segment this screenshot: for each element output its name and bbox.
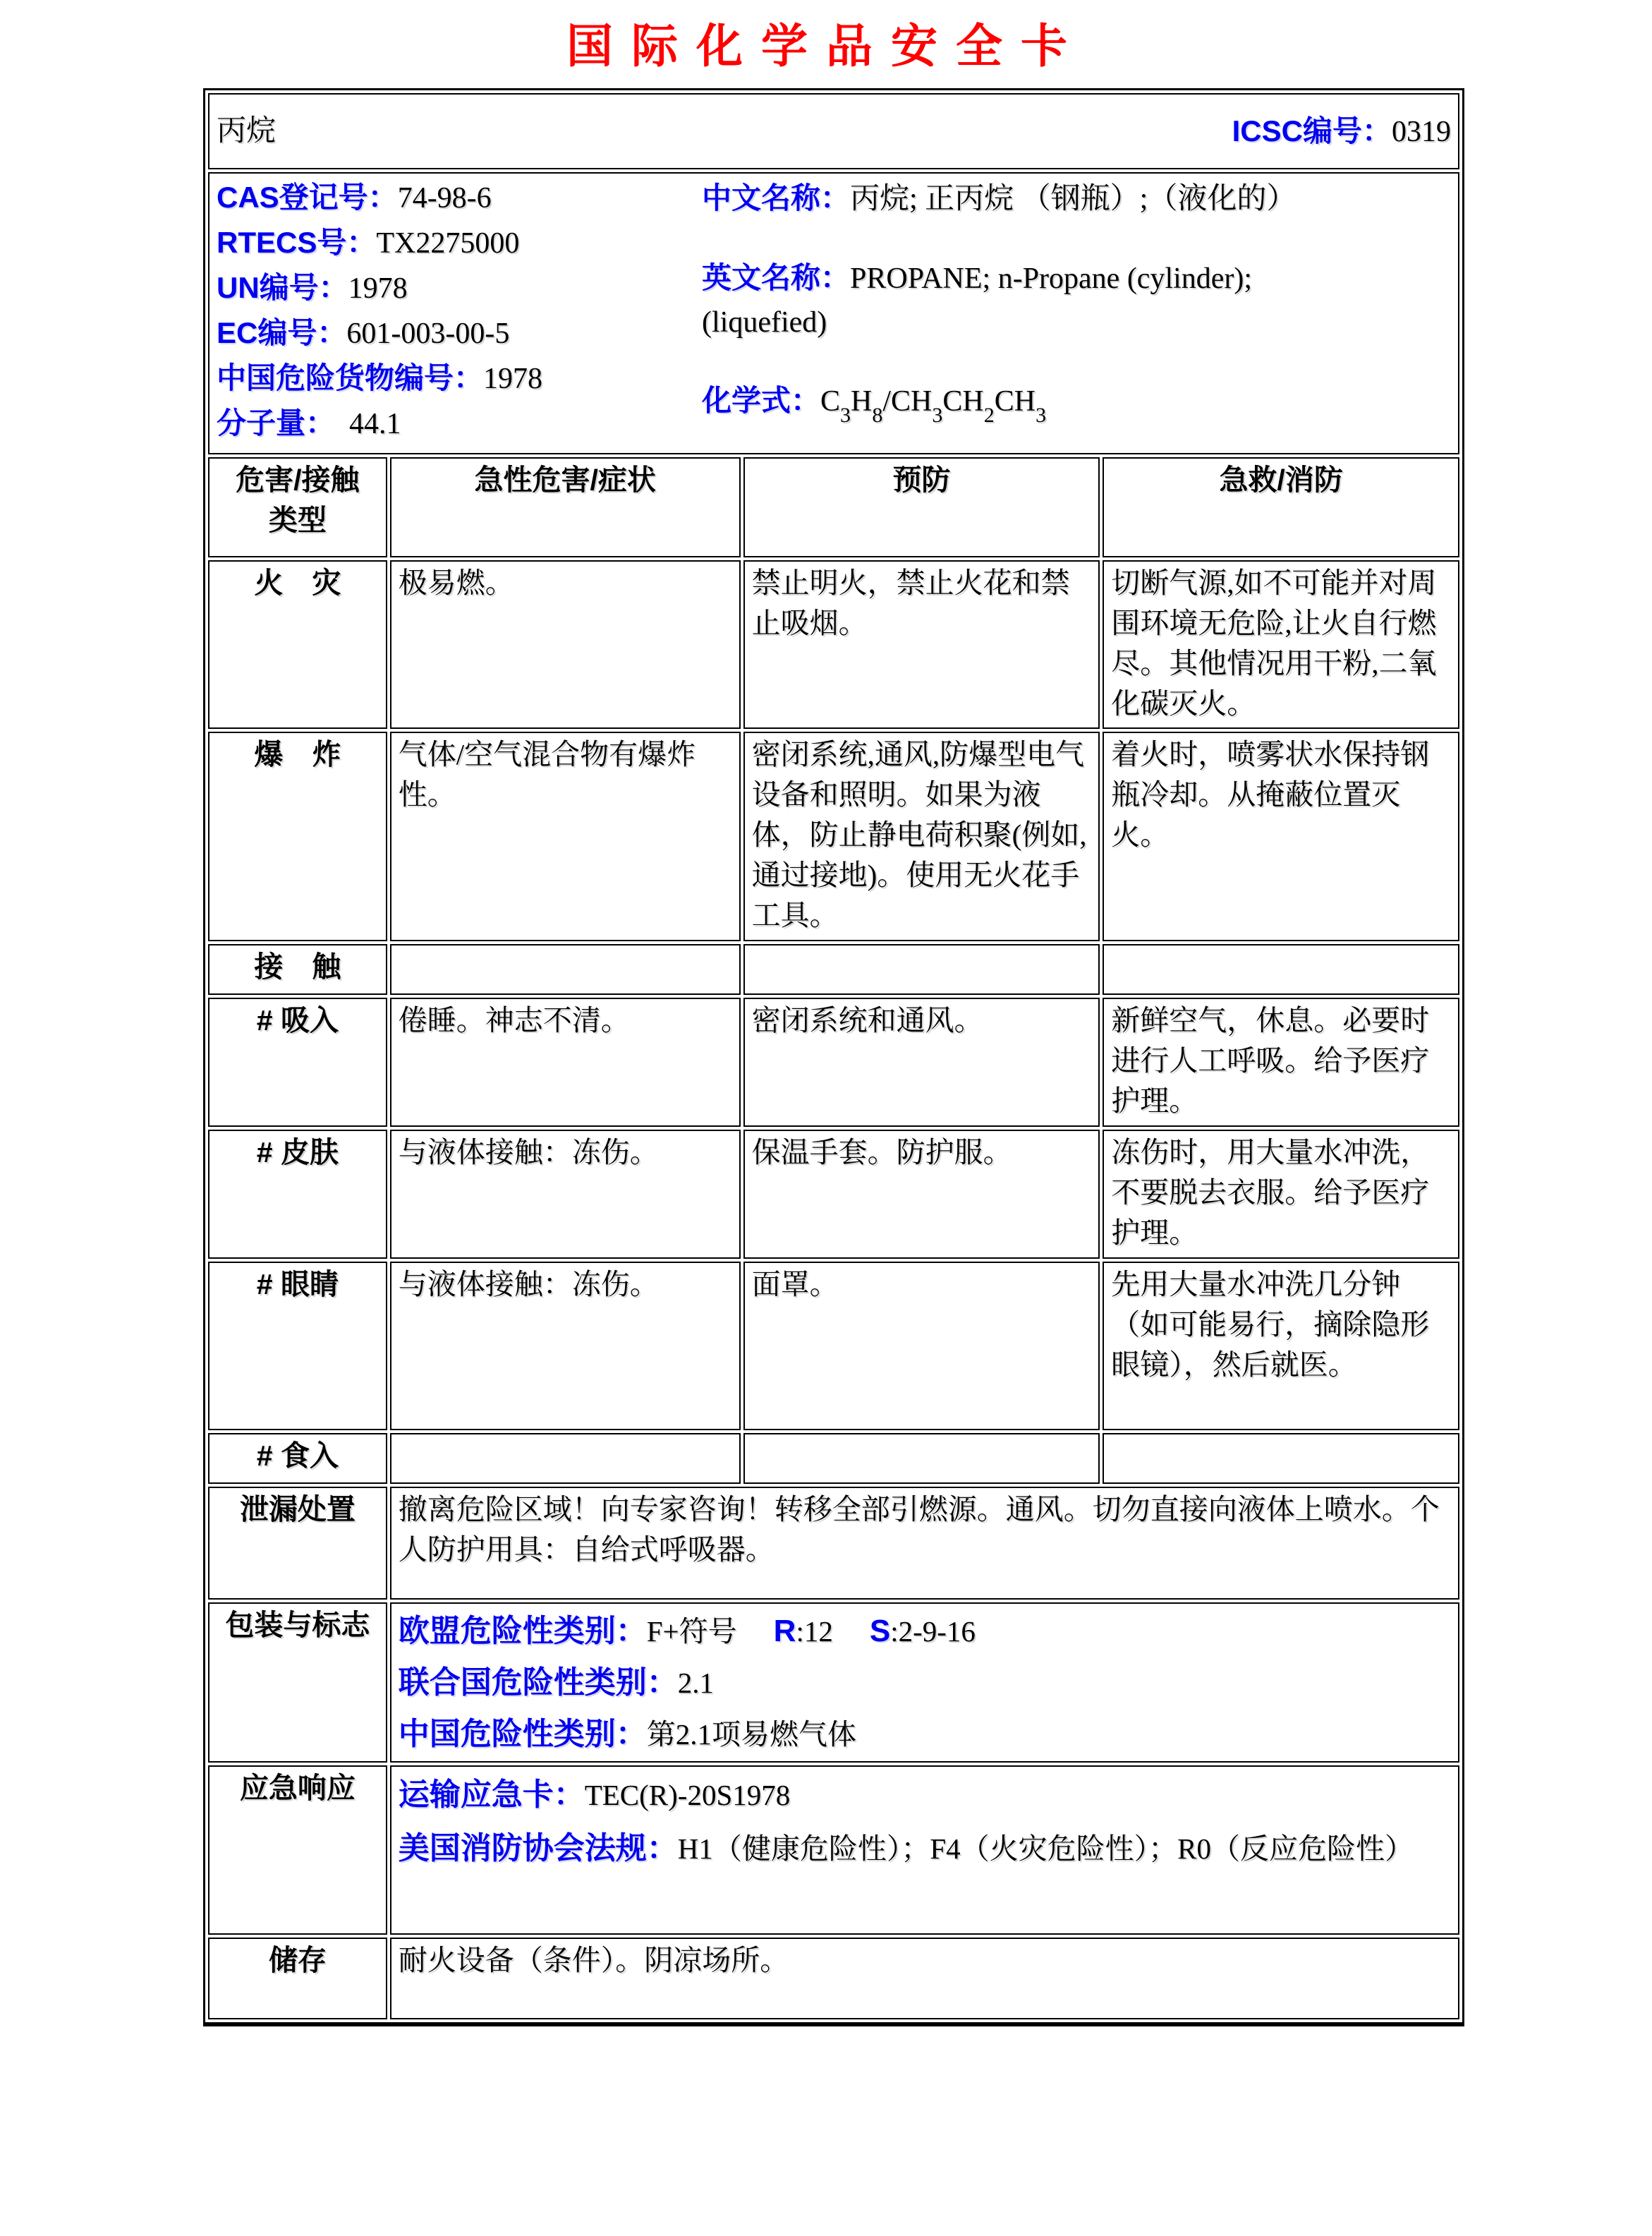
- hazard-type-cell: 爆 炸: [208, 732, 387, 941]
- ec-number-line: EC编号：601-003-00-5: [217, 316, 510, 350]
- section-label: 泄漏处置: [208, 1487, 387, 1600]
- spill-disposal-text: 撤离危险区域！向专家咨询！转移全部引燃源。通风。切勿直接向液体上喷水。个人防护用具：自给式呼吸器。: [390, 1487, 1459, 1600]
- packaging-labelling-row: [208, 1602, 1459, 1763]
- hazard-row-explosion: [208, 732, 1459, 941]
- un-number-line: UN编号：1978: [217, 271, 408, 305]
- chemical-formula-line: 化学式：$C_3H_8/CH_3CH_2CH_3$: [702, 384, 1047, 427]
- prevention-cell: 保温手套。防护服。: [743, 1130, 1100, 1259]
- symptoms-cell: 极易燃。: [390, 560, 741, 729]
- hazard-header-row: [208, 457, 1459, 557]
- section-label: 包装与标志: [208, 1602, 387, 1763]
- symptoms-cell: [390, 1433, 741, 1484]
- hazard-row-fire: [208, 560, 1459, 729]
- hazard-type-cell: # 吸入: [208, 998, 387, 1127]
- identification-left: [217, 175, 702, 447]
- rtecs-number-line: RTECS号：TX2275000: [217, 226, 520, 260]
- symptoms-cell: 与液体接触：冻伤。: [390, 1130, 741, 1259]
- first-aid-cell: [1103, 944, 1459, 995]
- icsc-value: 0319: [1392, 115, 1451, 148]
- hazard-type-cell: 火 灾: [208, 560, 387, 729]
- symptoms-cell: 与液体接触：冻伤。: [390, 1262, 741, 1430]
- symptoms-cell: 倦睡。神志不清。: [390, 998, 741, 1127]
- packaging-labelling-content: [390, 1602, 1459, 1763]
- cas-number-line: CAS登记号：74-98-6: [217, 181, 492, 214]
- first-aid-cell: [1103, 1433, 1459, 1484]
- page-title: 国际化学品安全卡: [566, 18, 1086, 73]
- hazard-type-cell: # 皮肤: [208, 1130, 387, 1259]
- name-row: [208, 93, 1459, 169]
- icsc-number: [1232, 111, 1451, 152]
- substance-name: 丙烷: [217, 114, 277, 147]
- symptoms-cell: [390, 944, 741, 995]
- first-aid-cell: 着火时，喷雾状水保持钢瓶冷却。从掩蔽位置灭火。: [1103, 732, 1459, 941]
- identification-row: [208, 172, 1459, 454]
- un-hazard-class-line: 联合国危险性类别：2.1: [398, 1665, 714, 1700]
- hazard-row-ingestion: [208, 1433, 1459, 1484]
- hazard-type-cell: # 食入: [208, 1433, 387, 1484]
- emergency-response-content: [390, 1765, 1459, 1935]
- section-label: 应急响应: [208, 1765, 387, 1935]
- prevention-cell: 密闭系统,通风,防爆型电气设备和照明。如果为液体，防止静电荷积聚(例如,通过接地)。使用无火花手工具。: [743, 732, 1100, 941]
- name-cell: [208, 93, 1459, 169]
- storage-row: [208, 1938, 1459, 2019]
- prevention-cell: [743, 1433, 1100, 1484]
- first-aid-cell: 新鲜空气，休息。必要时进行人工呼吸。给予医疗护理。: [1103, 998, 1459, 1127]
- hazard-type-cell: 接 触: [208, 944, 387, 995]
- first-aid-cell: 先用大量水冲洗几分钟 （如可能易行，摘除隐形眼镜），然后就医。: [1103, 1262, 1459, 1430]
- nfpa-code-line: 美国消防协会法规：H1（健康危险性）；F4（火灾危险性）；R0（反应危险性）: [398, 1831, 1414, 1866]
- molecular-weight-line: 分子量： 44.1: [217, 406, 401, 440]
- spill-disposal-row: [208, 1487, 1459, 1600]
- section-label: 储存: [208, 1938, 387, 2019]
- storage-text: 耐火设备（条件）。阴凉场所。: [390, 1938, 1459, 2019]
- first-aid-cell: 冻伤时，用大量水冲洗，不要脱去衣服。给予医疗护理。: [1103, 1130, 1459, 1259]
- hazard-row-contact: [208, 944, 1459, 995]
- emergency-response-row: [208, 1765, 1459, 1935]
- chinese-name-line: 中文名称：丙烷; 正丙烷 （钢瓶）;（液化的）: [702, 181, 1296, 215]
- hazard-row-eyes: [208, 1262, 1459, 1430]
- header-first-aid: 急救/消防: [1103, 457, 1459, 557]
- prevention-cell: 禁止明火，禁止火花和禁止吸烟。: [743, 560, 1100, 729]
- hazard-type-cell: # 眼睛: [208, 1262, 387, 1430]
- prevention-cell: 面罩。: [743, 1262, 1100, 1430]
- cn-dangerous-goods-number-line: 中国危险货物编号：1978: [217, 361, 543, 395]
- header-acute-hazards: 急性危害/症状: [390, 457, 741, 557]
- symptoms-cell: 气体/空气混合物有爆炸性。: [390, 732, 741, 941]
- header-hazard-type: 危害/接触 类型: [208, 457, 387, 557]
- prevention-cell: [743, 944, 1100, 995]
- first-aid-cell: 切断气源,如不可能并对周围环境无危险,让火自行燃尽。其他情况用干粉,二氧化碳灭火。: [1103, 560, 1459, 729]
- header-prevention: 预防: [743, 457, 1100, 557]
- icsc-label: ICSC编号：: [1232, 114, 1392, 147]
- transport-emergency-card-line: 运输应急卡：TEC(R)-20S1978: [398, 1777, 791, 1812]
- identification-cell: [208, 172, 1459, 454]
- english-name-block: 英文名称：PROPANE; n-Propane (cylinder); (liquefied): [702, 260, 1253, 339]
- eu-hazard-class-line: 欧盟危险性类别：F+符号 R:12 S:2-9-16: [398, 1614, 976, 1648]
- identification-right: [702, 175, 1451, 447]
- cn-hazard-class-line: 中国危险性类别：第2.1项易燃气体: [398, 1717, 856, 1751]
- hazard-row-inhalation: [208, 998, 1459, 1127]
- hazard-row-skin: [208, 1130, 1459, 1259]
- prevention-cell: 密闭系统和通风。: [743, 998, 1100, 1127]
- safety-card-table: [203, 88, 1464, 2026]
